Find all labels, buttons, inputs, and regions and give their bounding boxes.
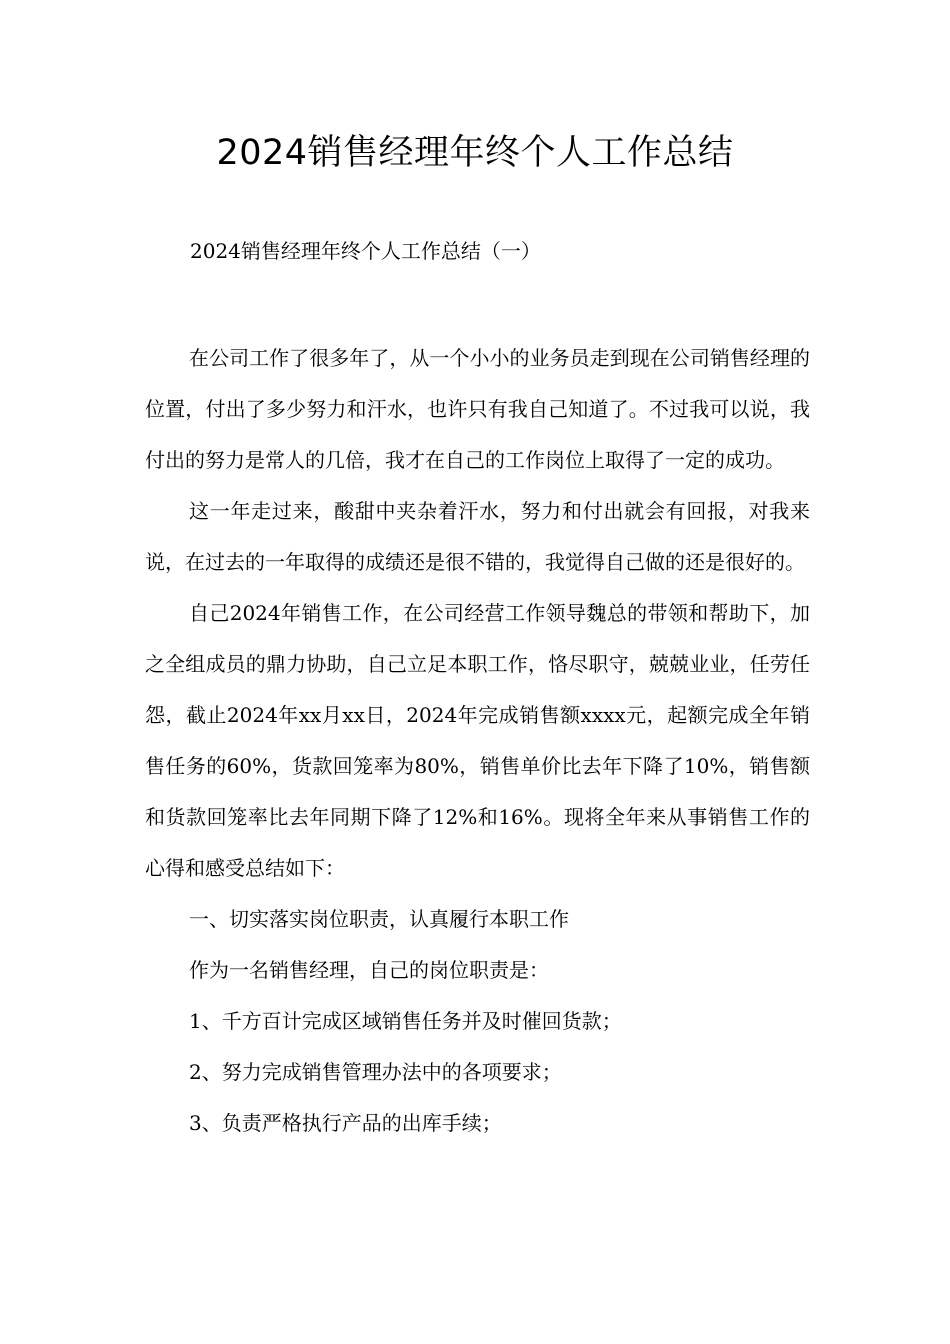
paragraph: 这一年走过来，酸甜中夹杂着汗水，努力和付出就会有回报，对我来说，在过去的一年取得的成绩还是很不错的，我觉得自己做的还是很好的。 bbox=[145, 499, 810, 574]
list-item: 1、千方百计完成区域销售任务并及时催回货款； bbox=[189, 1009, 622, 1033]
document-body bbox=[145, 333, 810, 1149]
paragraph: 作为一名销售经理，自己的岗位职责是： bbox=[189, 958, 549, 982]
section-heading: 一、切实落实岗位职责，认真履行本职工作 bbox=[189, 907, 569, 931]
document-title: 2024销售经理年终个人工作总结 bbox=[216, 133, 734, 173]
paragraph: 自己2024年销售工作，在公司经营工作领导魏总的带领和帮助下，加之全组成员的鼎力协助，自己立足本职工作，恪尽职守，兢兢业业，任劳任怨，截止2024年xx月xx日，2024年完成销售额xxxx元，起额完成全年销售任务的60%，货款回笼率为80%，销售单价比去年下降了10%，销售额和货款回笼率比去年同期下降了12%和16%。现将全年来从事销售工作的心得和感受总结如下： bbox=[145, 601, 810, 880]
paragraph: 在公司工作了很多年了，从一个小小的业务员走到现在公司销售经理的位置，付出了多少努力和汗水，也许只有我自己知道了。不过我可以说，我付出的努力是常人的几倍，我才在自己的工作岗位上取得了一定的成功。 bbox=[145, 346, 810, 472]
list-item: 2、努力完成销售管理办法中的各项要求； bbox=[189, 1060, 562, 1084]
document-subtitle: 2024销售经理年终个人工作总结（一） bbox=[190, 239, 541, 263]
list-item: 3、负责严格执行产品的出库手续； bbox=[189, 1111, 502, 1135]
